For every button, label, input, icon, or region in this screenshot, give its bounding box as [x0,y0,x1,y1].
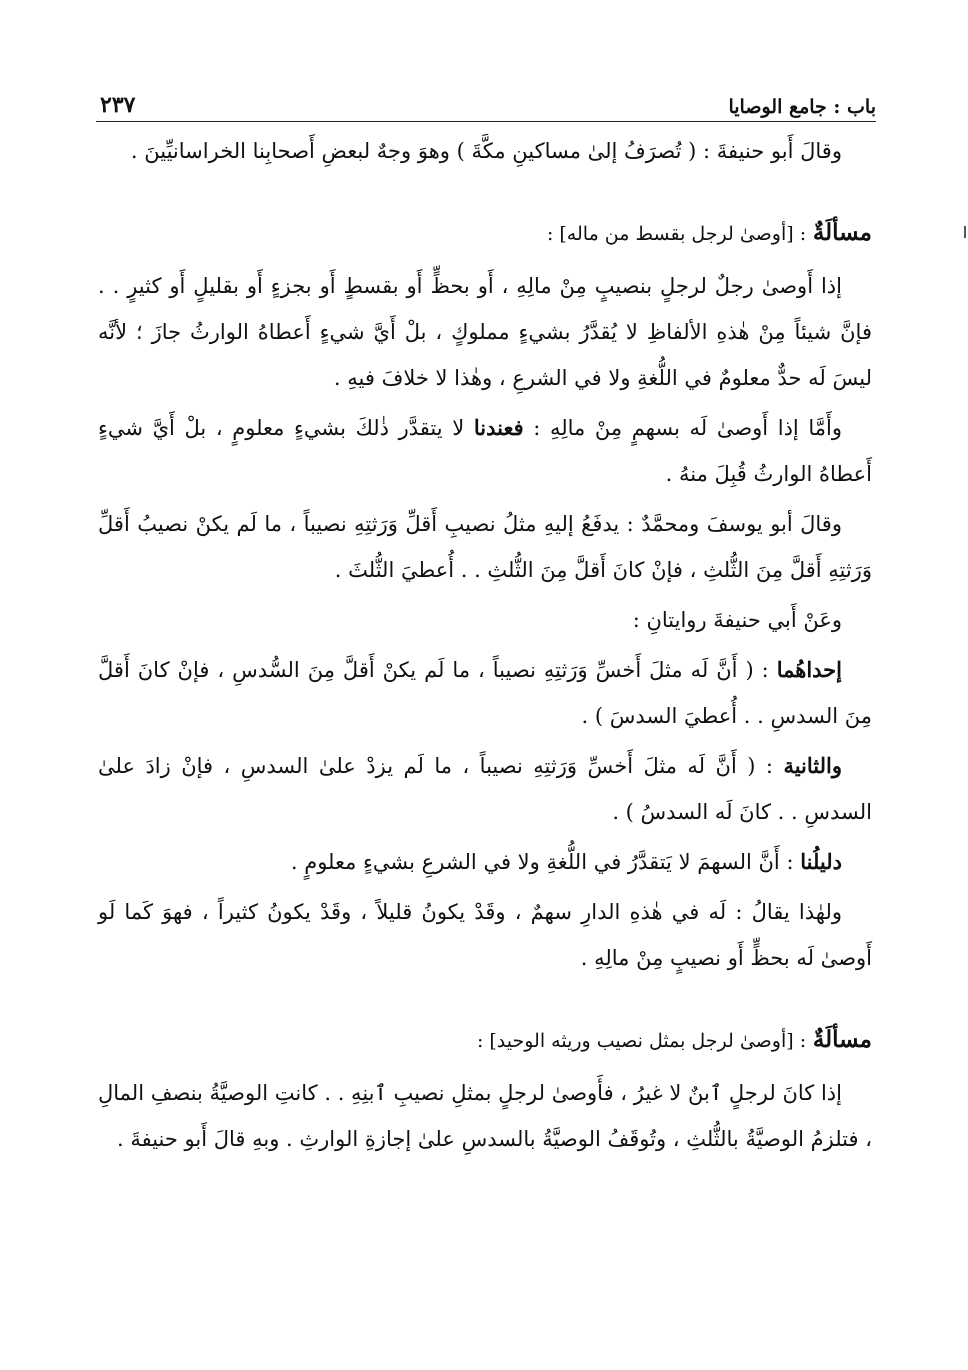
paragraph-6-rest: : ( أَنَّ لَه مثلَ أَخسِّ وَرَثتِهِ نصيباً ، ما لَم يكنْ أَقلَّ مِنَ السُّدسِ ، فإنْ كانَ أَقلَّ مِنَ السدسِ . . أُعطيَ السدسَ ) . [98,658,872,728]
page-body [98,128,872,1166]
issue-topic: : [أوصىٰ لرجل بقسط من ماله] : [546,223,807,245]
paragraph-3-rest: لا يتقدَّر ذٰلكَ بشيءٍ معلومٍ ، بلْ أَيَّ شيءٍ أَعطاهُ الوارثُ قُبِلَ منهُ . [98,416,872,486]
paragraph-6-bold: إحداهُما [776,657,842,682]
issue-heading-1 [98,210,872,257]
paragraph-1: وقالَ أَبو حنيفةَ : ( تُصرَفُ إلىٰ مساكينِ مكَّةَ ) وهوَ وجهٌ لبعضِ أَصحابِنا الخراسانيِّينَ . [130,139,842,163]
issue-label: مسألَةٌ [812,1026,872,1053]
issue-topic: : [أوصىٰ لرجل بمثل نصيب وريثه الوحيد] : [476,1030,807,1052]
paragraph-7-rest: : ( أَنَّ لَه مثلَ أَخسِّ وَرَثتِهِ نصيباً ، ما لَم يزدْ علىٰ السدسِ ، فإنْ زادَ علىٰ السدسِ . . كانَ لَه السدسُ ) . [98,754,872,824]
paragraph-3-bold: فعندنا [473,415,524,440]
page-number: ٢٣٧ [100,92,136,118]
paragraph-2: إذا أَوصىٰ رجلٌ لرجلٍ بنصيبٍ مِنْ مالِهِ ، أَو بحظٍّ أَو بقسطٍ أَو بجزءٍ أَو بقليلٍ أَو كثيرٍ . . فإنَّ شيئاً مِنْ هٰذهِ الألفاظِ لا يُقدَّرُ بشيءٍ مملوكٍ ، بلْ أَيَّ شيءٍ أَعطاهُ الوارثُ جازَ ؛ لأنَّه ليسَ لَه حدٌّ معلومٌ في اللُّغةِ ولا في الشرعِ ، وهٰذا لا خلافَ فيهِ . [98,274,872,390]
header-rule [96,121,876,122]
paragraph-8-bold: دليلُنا [800,849,842,874]
page-header [100,78,876,118]
paragraph-3 [98,405,872,497]
issue-heading-2 [98,1017,872,1064]
paragraph-8-rest: : أَنَّ السهمَ لا يَتقدَّرُ في اللُّغةِ ولا في الشرعِ بشيءٍ معلومٍ . [290,850,794,874]
paragraph-7-bold: والثانية [783,753,843,778]
paragraph-7 [98,743,872,835]
paragraph-8 [98,839,872,885]
paragraph-6 [98,647,872,739]
issue-label: مسألَةٌ [812,219,872,246]
paragraph-9: ولهٰذا يقالُ : لَه في هٰذهِ الدارِ سهمٌ ، وقَدْ يكونُ قليلاً ، وقَدْ يكونُ كثيراً ، فهوَ كَما لَو أَوصىٰ لَه بحظٍّ أَو نصيبٍ مِنْ مالِهِ . [98,900,872,970]
paragraph-4: وقالَ أبو يوسفَ ومحمَّدٌ : يدفَعُ إليهِ مثلُ نصيبِ أَقلِّ وَرَثتِهِ نصيباً ، ما لَم يكنْ نصيبُ أَقلِّ وَرَثتِهِ أَقلَّ مِنَ الثُّلثِ ، فإنْ كانَ أَقلَّ مِنَ الثُّلثِ . . أُعطيَ الثُّلثَ . [98,512,872,582]
paragraph-5: وعَنْ أَبي حنيفةَ روايتانِ : [632,608,842,632]
running-title: باب : جامع الوصايا [728,96,876,118]
paragraph-10: إذا كانَ لرجلٍ ٱبنٌ لا غيرُ ، فأَوصىٰ لرجلٍ بمثلِ نصيبِ ٱبنِهِ . . كانتِ الوصيَّةُ بنصفِ المالِ ، فتلزمُ الوصيَّةُ بالثُّلثِ ، وتُوقَفُ الوصيَّةُ بالسدسِ علىٰ إجازةِ الوارثِ . وبهِ قالَ أَبو حنيفةَ . [98,1081,872,1151]
margin-mark [964,226,966,238]
paragraph-3-opening: وأَمَّا إذا أَوصىٰ لَه بسهمٍ مِنْ مالِهِ : [533,416,842,440]
